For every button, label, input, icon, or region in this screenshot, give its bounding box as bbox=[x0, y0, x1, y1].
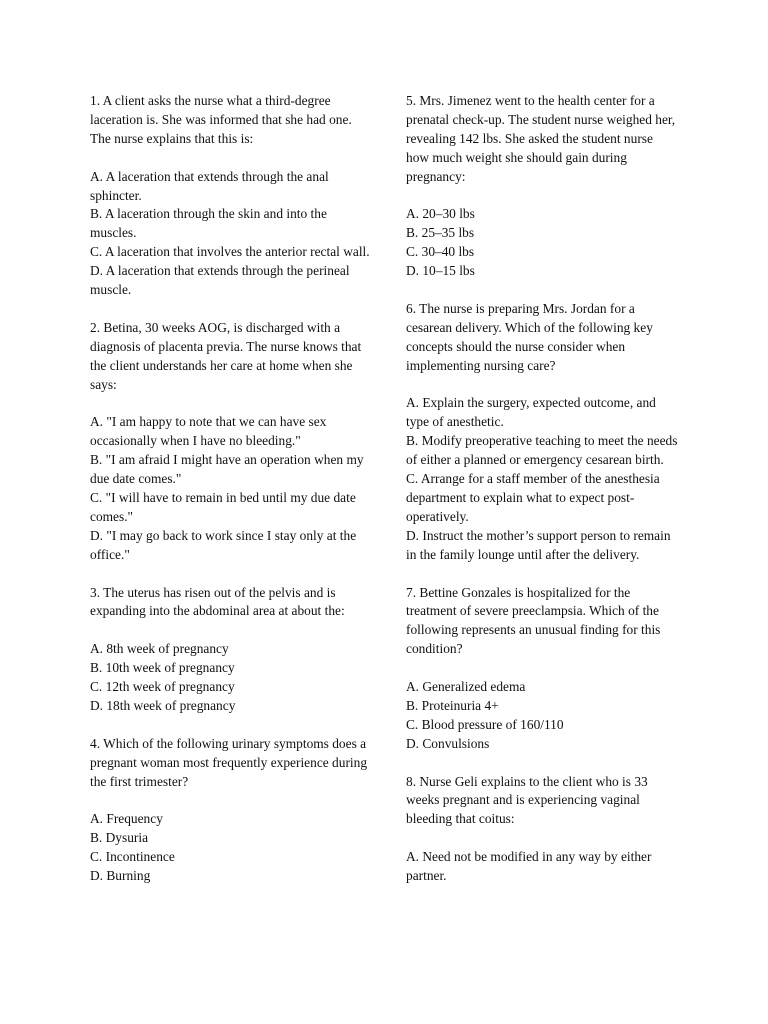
right-column bbox=[406, 92, 678, 905]
choice-a: A. Explain the surgery, expected outcome, and type of anesthetic. bbox=[406, 395, 656, 430]
choice-c: C. 12th week of pregnancy bbox=[90, 679, 235, 695]
choice-b: B. 25–35 lbs bbox=[406, 225, 475, 241]
choice-c: C. A laceration that involves the anterior rectal wall. bbox=[90, 244, 370, 260]
question-stem: 2. Betina, 30 weeks AOG, is discharged with a diagnosis of placenta previa. The nurse knows that the client understands her care at home when she says: bbox=[90, 319, 362, 392]
question-2 bbox=[90, 319, 370, 565]
choice-b: B. Modify preoperative teaching to meet the needs of either a planned or emergency cesarean birth. bbox=[406, 433, 678, 468]
choice-b: B. A laceration through the skin and into the muscles. bbox=[90, 206, 327, 241]
question-stem: 4. Which of the following urinary symptoms does a pregnant woman most frequently experience during the first trimester? bbox=[90, 735, 368, 789]
choice-a: A. Generalized edema bbox=[406, 679, 526, 695]
question-stem: 1. A client asks the nurse what a third-degree laceration is. She was informed that she had one. The nurse explains that this is: bbox=[90, 93, 352, 146]
choice-c: C. Arrange for a staff member of the anesthesia department to explain what to expect post-operatively. bbox=[406, 471, 660, 524]
left-column bbox=[90, 92, 370, 905]
choice-b: B. Proteinuria 4+ bbox=[406, 697, 499, 713]
question-1 bbox=[90, 92, 370, 300]
choice-c: C. Blood pressure of 160/110 bbox=[406, 716, 564, 732]
question-8 bbox=[406, 773, 678, 886]
choice-b: B. "I am afraid I might have an operation when my due date comes." bbox=[90, 452, 364, 487]
choice-b: B. Dysuria bbox=[90, 830, 149, 846]
question-stem: 8. Nurse Geli explains to the client who is 33 weeks pregnant and is experiencing vaginal bleeding that coitus: bbox=[406, 773, 648, 827]
choice-d: D. Instruct the mother’s support person to remain in the family lounge until after the delivery. bbox=[406, 527, 671, 562]
choice-d: D. A laceration that extends through the perineal muscle. bbox=[90, 263, 350, 298]
question-7 bbox=[406, 584, 678, 754]
choice-a: A. 8th week of pregnancy bbox=[90, 641, 229, 657]
choice-c: C. 30–40 lbs bbox=[406, 244, 475, 260]
choice-a: A. Frequency bbox=[90, 811, 163, 827]
choice-c: C. "I will have to remain in bed until my due date comes." bbox=[90, 489, 356, 524]
choice-a: A. "I am happy to note that we can have sex occasionally when I have no bleeding." bbox=[90, 414, 327, 449]
choice-c: C. Incontinence bbox=[90, 849, 175, 865]
choice-d: D. 18th week of pregnancy bbox=[90, 697, 236, 713]
choice-d: D. 10–15 lbs bbox=[406, 263, 475, 279]
choice-d: D. "I may go back to work since I stay only at the office." bbox=[90, 527, 357, 562]
question-stem: 7. Bettine Gonzales is hospitalized for the treatment of severe preeclampsia. Which of the following represents an unusual finding for this condition? bbox=[406, 584, 661, 657]
question-5 bbox=[406, 92, 678, 281]
question-4 bbox=[90, 735, 370, 886]
question-stem: 5. Mrs. Jimenez went to the health center for a prenatal check-up. The student nurse weighed her, revealing 142 lbs. She asked the student nurse how much weight she should gain during pregnancy: bbox=[406, 93, 676, 184]
choice-a: A. 20–30 lbs bbox=[406, 206, 475, 222]
choice-d: D. Burning bbox=[90, 868, 151, 884]
question-3 bbox=[90, 584, 370, 716]
choice-a: A. A laceration that extends through the anal sphincter. bbox=[90, 168, 329, 203]
question-stem: 3. The uterus has risen out of the pelvis and is expanding into the abdominal area at about the: bbox=[90, 584, 345, 619]
choice-b: B. 10th week of pregnancy bbox=[90, 660, 235, 676]
choice-d: D. Convulsions bbox=[406, 735, 490, 751]
question-6 bbox=[406, 300, 678, 565]
question-stem: 6. The nurse is preparing Mrs. Jordan for a cesarean delivery. Which of the following key concepts should the nurse consider when implementing nursing care? bbox=[406, 300, 653, 373]
choice-a: A. Need not be modified in any way by either partner. bbox=[406, 849, 652, 884]
